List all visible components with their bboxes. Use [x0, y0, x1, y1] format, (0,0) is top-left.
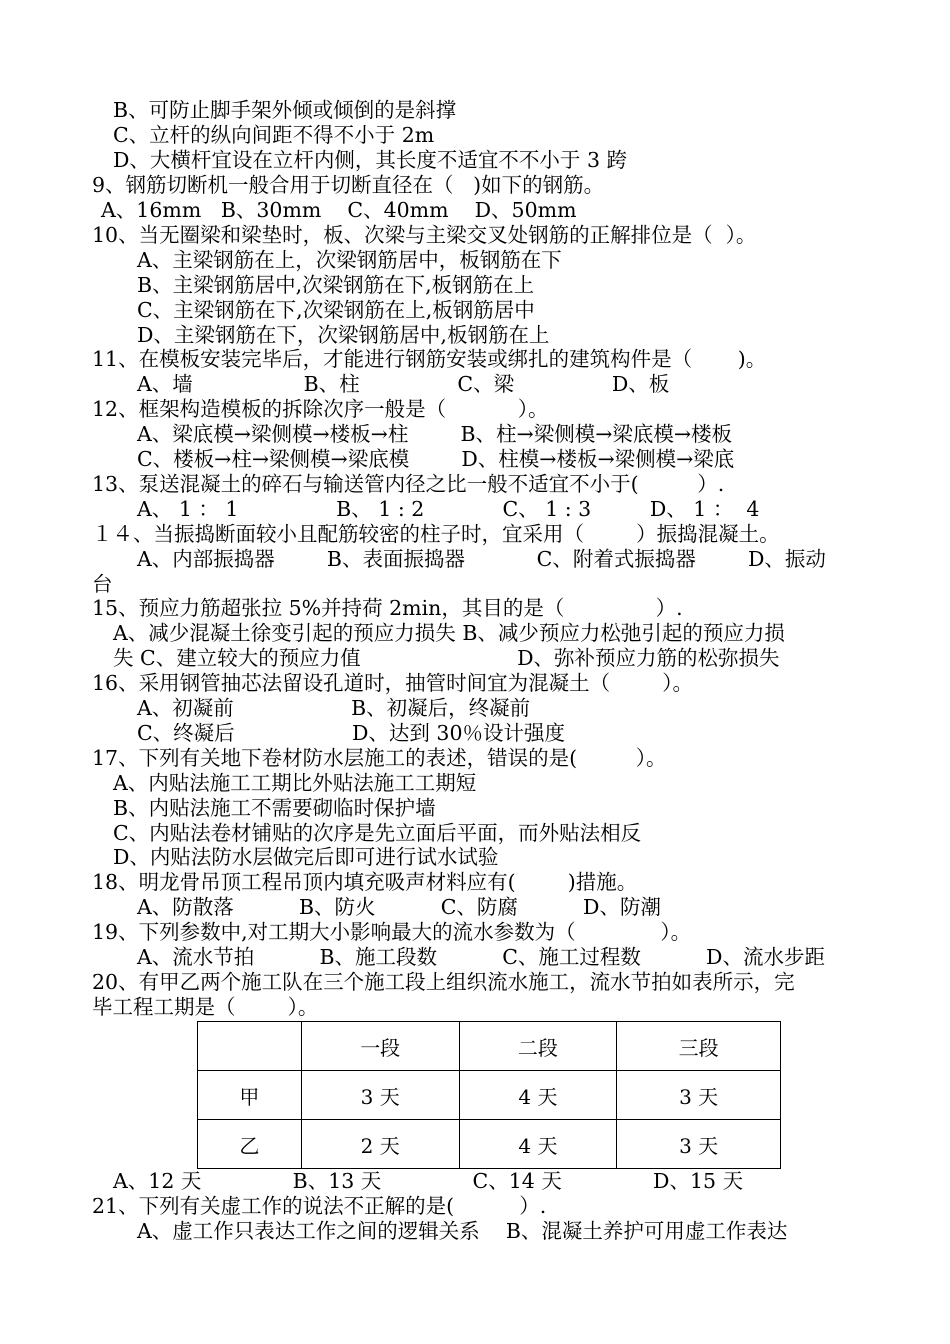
- q17-option-c: C、内贴法卷材铺贴的次序是先立面后平面，而外贴法相反: [113, 821, 642, 845]
- q17-option-a: A、内贴法施工工期比外贴法施工工期短: [113, 771, 477, 795]
- q12-options-ab: A、梁底模→梁侧模→楼板→柱 B、柱→梁侧模→梁底模→楼板: [137, 422, 733, 446]
- q17-option-b: B、内贴法施工不需要砌临时保护墙: [113, 796, 436, 820]
- table-corner-cell: [198, 1022, 302, 1071]
- q9-stem: 9、钢筋切断机一般合用于切断直径在（ )如下的钢筋。: [92, 173, 605, 197]
- q11-stem: 11、在模板安装完毕后，才能进行钢筋安装或绑扎的建筑构件是（ )。: [92, 347, 767, 371]
- table-cell: 3 天: [617, 1120, 781, 1169]
- table-row: [198, 1071, 781, 1120]
- q8-option-b: B、可防止脚手架外倾或倾倒的是斜撑: [113, 98, 457, 122]
- q17-stem: 17、下列有关地下卷材防水层施工的表述，错误的是( ）。: [92, 746, 667, 770]
- q10-option-d: D、主梁钢筋在下，次梁钢筋居中,板钢筋在上: [137, 323, 550, 347]
- q10-option-c: C、主梁钢筋在下,次梁钢筋在上,板钢筋居中: [137, 298, 535, 322]
- q10-stem: 10、当无圈梁和梁垫时，板、次梁与主梁交叉处钢筋的正解排位是（ ）。: [92, 223, 757, 247]
- q18-options: A、防散落 B、防火 C、防腐 D、防潮: [137, 895, 661, 919]
- q21-stem: 21、下列有关虚工作的说法不正解的是( ）.: [92, 1194, 547, 1218]
- table-header-cell: 一段: [301, 1022, 459, 1071]
- q10-option-a: A、主梁钢筋在上，次梁钢筋居中，板钢筋在下: [137, 248, 562, 272]
- table-header-row: [198, 1022, 781, 1071]
- table-row-label: 乙: [198, 1120, 302, 1169]
- q20-stem: 20、有甲乙两个施工队在三个施工段上组织流水施工，流水节拍如表所示，完: [92, 970, 795, 994]
- q21-options-ab: A、虚工作只表达工作之间的逻辑关系 B、混凝土养护可用虚工作表达: [137, 1219, 788, 1243]
- q13-options: A、 1 ： 1 B、 1 : 2 C、 1 : 3 D、 1 ： 4: [137, 497, 760, 521]
- q11-options: A、墙 B、柱 C、梁 D、板: [137, 372, 670, 396]
- q19-options: A、流水节拍 B、施工段数 C、施工过程数 D、流水步距: [137, 945, 825, 969]
- table-cell: 2 天: [301, 1120, 459, 1169]
- q15-options-ab: A、减少混凝土徐变引起的预应力损失 B、减少预应力松弛引起的预应力损: [113, 621, 785, 645]
- q14-options-wrap: 台: [92, 572, 113, 596]
- q17-option-d: D、内贴法防水层做完后即可进行试水试验: [113, 845, 499, 869]
- schedule-table: [197, 1021, 781, 1169]
- q15-stem: 15、预应力筋超张拉 5%并持荷 2min，其目的是（ ）.: [92, 596, 683, 620]
- table-cell: 4 天: [459, 1071, 617, 1120]
- q15-options-cd: 失 C、建立较大的预应力值 D、弥补预应力筋的松弥损失: [113, 646, 780, 670]
- q8-option-c: C、立杆的纵向间距不得不小于 2m: [113, 123, 435, 147]
- q16-stem: 16、采用钢管抽芯法留设孔道时，抽管时间宜为混凝土（ ）。: [92, 671, 693, 695]
- q20-options: A、12 天 B、13 天 C、14 天 D、15 天: [113, 1169, 744, 1193]
- q10-option-b: B、主梁钢筋居中,次梁钢筋在下,板钢筋在上: [137, 273, 535, 297]
- q12-options-cd: C、楼板→柱→梁侧模→梁底模 D、柱模→楼板→梁侧模→梁底: [137, 447, 735, 471]
- q16-options-cd: C、终凝后 D、达到 30％设计强度: [137, 721, 566, 745]
- q18-stem: 18、明龙骨吊顶工程吊顶内填充吸声材料应有( )措施。: [92, 870, 638, 894]
- q16-options-ab: A、初凝前 B、初凝后，终凝前: [137, 696, 531, 720]
- q14-options: A、内部振捣器 B、表面振捣器 C、附着式振捣器 D、振动: [137, 547, 826, 571]
- q13-stem: 13、泵送混凝土的碎石与输送管内径之比一般不适宜不小于( ）.: [92, 472, 725, 496]
- q14-stem: １４、当振捣断面较小且配筋较密的柱子时，宜采用（ ）振捣混凝土。: [92, 522, 780, 546]
- q9-options: A、16mm B、30mm C、40mm D、50mm: [101, 198, 577, 222]
- q20-stem-wrap: 毕工程工期是（ ）。: [92, 995, 319, 1019]
- table-cell: 4 天: [459, 1120, 617, 1169]
- q19-stem: 19、下列参数中,对工期大小影响最大的流水参数为（ ）。: [92, 920, 692, 944]
- q8-option-d: D、大横杆宜设在立杆内侧，其长度不适宜不不小于 3 跨: [113, 148, 628, 172]
- table-cell: 3 天: [301, 1071, 459, 1120]
- table-row-label: 甲: [198, 1071, 302, 1120]
- q12-stem: 12、框架构造模板的拆除次序一般是（ ）。: [92, 397, 549, 421]
- table-cell: 3 天: [617, 1071, 781, 1120]
- table-header-cell: 三段: [617, 1022, 781, 1071]
- table-header-cell: 二段: [459, 1022, 617, 1071]
- table-row: [198, 1120, 781, 1169]
